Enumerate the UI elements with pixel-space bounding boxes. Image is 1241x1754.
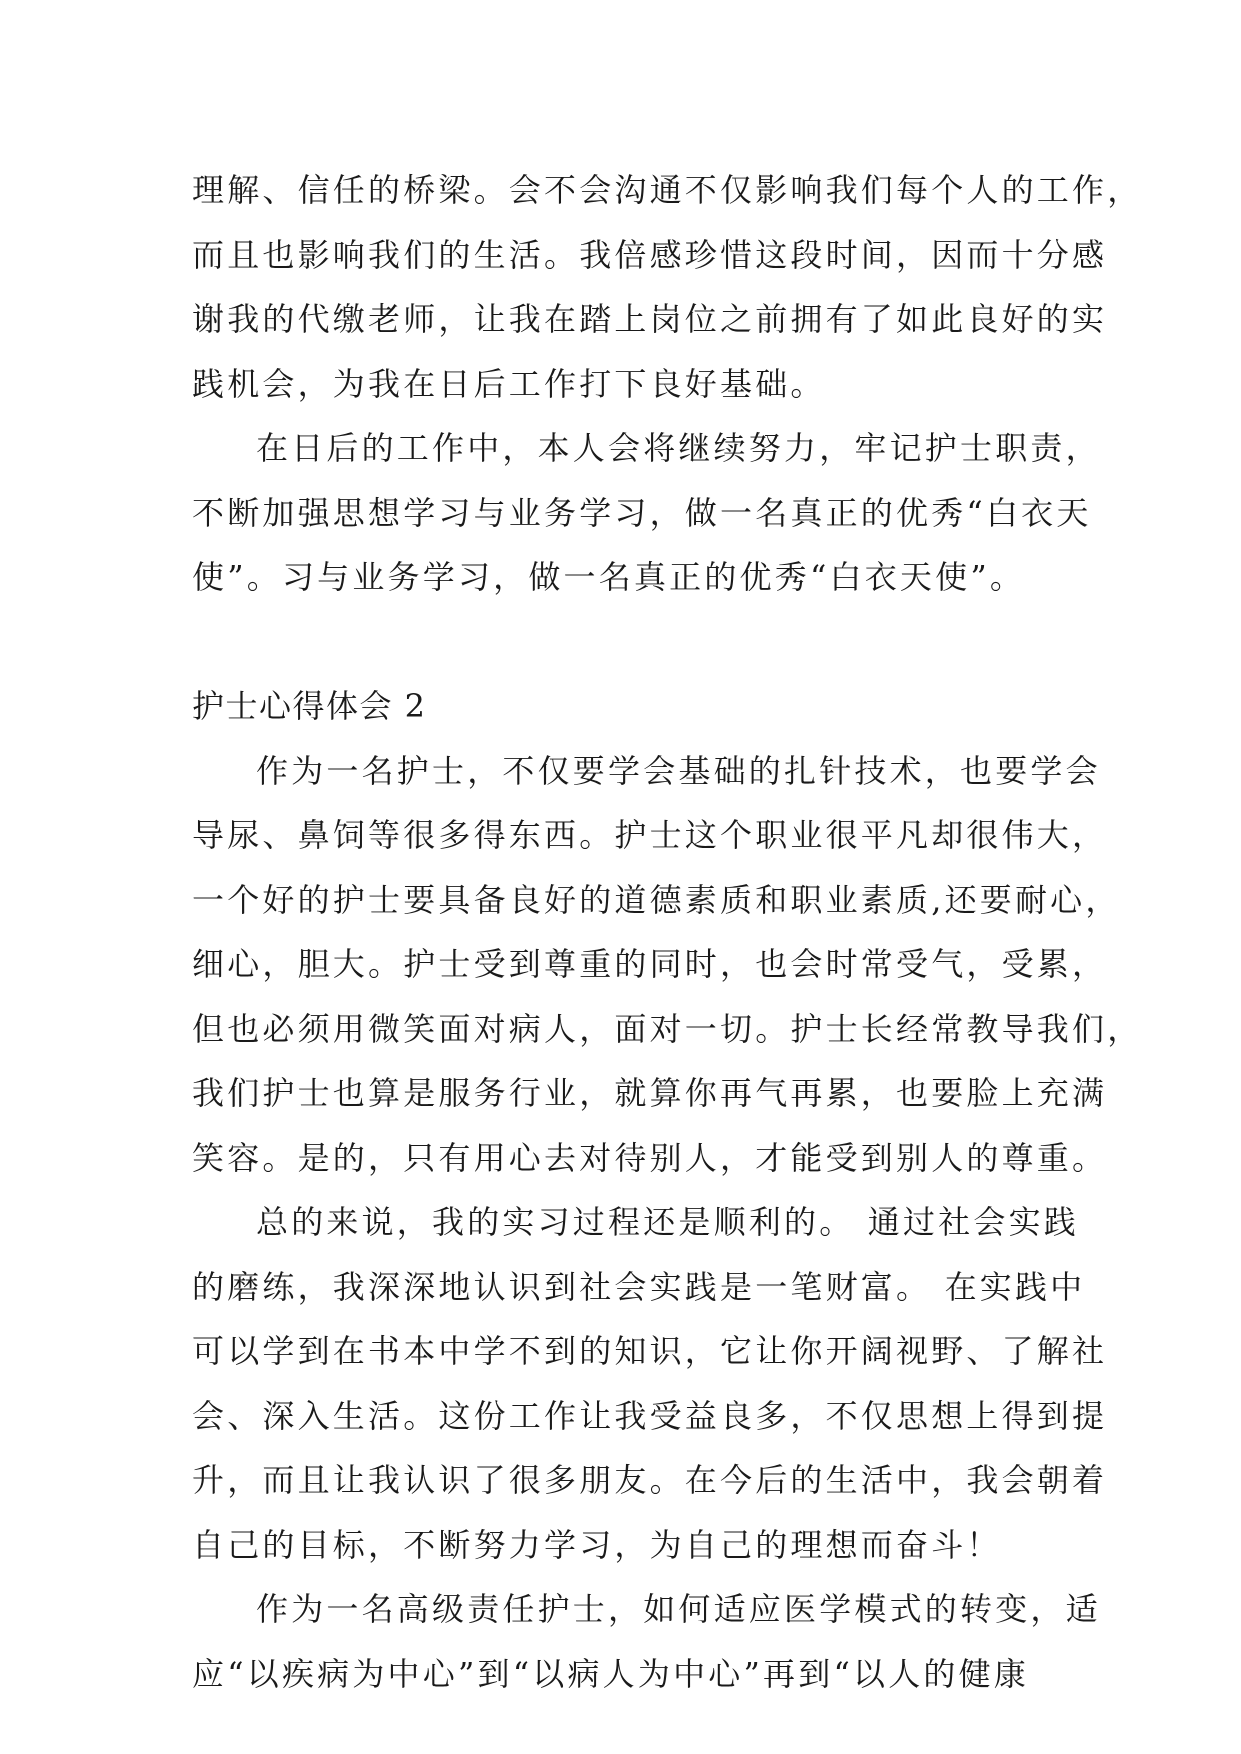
paragraph-line: 笑容。是的，只有用心去对待别人，才能受到别人的尊重。 bbox=[192, 1138, 1108, 1177]
paragraph-line: 作为一名高级责任护士，如何适应医学模式的转变，适 bbox=[256, 1590, 1101, 1628]
paragraph-line: 的磨练，我深深地认识到社会实践是一笔财富。 在实践中 bbox=[192, 1267, 1086, 1306]
paragraph-line: 自己的目标，不断努力学习，为自己的理想而奋斗！ bbox=[192, 1525, 1002, 1564]
paragraph-line: 在日后的工作中，本人会将继续努力，牢记护士职责， bbox=[256, 429, 1101, 467]
paragraph-line: 理解、信任的桥梁。会不会沟通不仅影响我们每个人的工作， bbox=[192, 171, 1143, 209]
paragraph-line: 不断加强思想学习与业务学习，做一名真正的优秀“白衣天 bbox=[192, 493, 1092, 532]
paragraph-line: 会、深入生活。这份工作让我受益良多，不仅思想上得到提 bbox=[192, 1396, 1108, 1435]
paragraph-line: 细心，胆大。护士受到尊重的同时，也会时常受气，受累， bbox=[192, 945, 1108, 983]
paragraph-line: 谢我的代缴老师，让我在踏上岗位之前拥有了如此良好的实 bbox=[192, 300, 1108, 338]
paragraph-line: 应“以疾病为中心”到“以病人为中心”再到“以人的健康 bbox=[192, 1654, 1029, 1693]
paragraph-line: 作为一名护士，不仅要学会基础的扎针技术，也要学会 bbox=[256, 751, 1101, 790]
paragraph-line: 而且也影响我们的生活。我倍感珍惜这段时间，因而十分感 bbox=[192, 235, 1108, 274]
section-heading: 护士心得体会 2 bbox=[192, 687, 427, 725]
section-gap bbox=[192, 610, 1060, 675]
paragraph-line: 我们护士也算是服务行业，就算你再气再累，也要脸上充满 bbox=[192, 1074, 1108, 1112]
document-body bbox=[192, 158, 1143, 1706]
paragraph-line: 导尿、鼻饲等很多得东西。护士这个职业很平凡却很伟大， bbox=[192, 816, 1108, 854]
paragraph-line: 可以学到在书本中学不到的知识，它让你开阔视野、了解社 bbox=[192, 1332, 1108, 1370]
paragraph-line: 使”。习与业务学习，做一名真正的优秀“白衣天使”。 bbox=[192, 558, 1026, 596]
paragraph-line: 升，而且让我认识了很多朋友。在今后的生活中，我会朝着 bbox=[192, 1461, 1108, 1499]
paragraph-line: 践机会，为我在日后工作打下良好基础。 bbox=[192, 364, 826, 403]
paragraph-line: 但也必须用微笑面对病人，面对一切。护士长经常教导我们， bbox=[192, 1009, 1143, 1048]
paragraph-line: 一个好的护士要具备良好的道德素质和职业素质,还要耐心， bbox=[192, 880, 1121, 919]
paragraph-line: 总的来说，我的实习过程还是顺利的。 通过社会实践 bbox=[256, 1203, 1079, 1241]
